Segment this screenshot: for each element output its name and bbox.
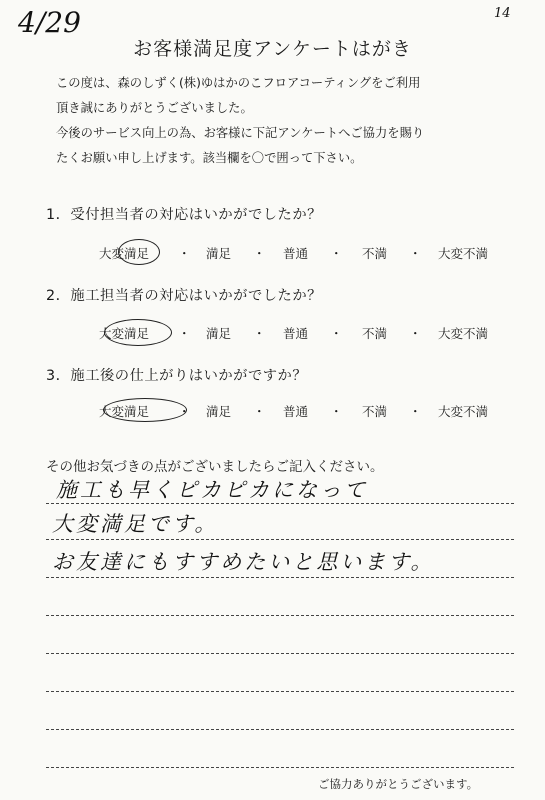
- option-dissatisfied[interactable]: 不満: [362, 404, 388, 419]
- comment-line-3: お友達にもすすめたいと思います。: [52, 550, 435, 574]
- option-very-satisfied[interactable]: 大変満足: [99, 246, 150, 261]
- separator: ・: [409, 246, 422, 261]
- rating-row-2: [0, 324, 545, 346]
- corner-mark: 14: [494, 6, 511, 21]
- separator: ・: [253, 246, 266, 261]
- comments-prompt: その他お気づきの点がございましたらご記入ください。: [46, 459, 384, 475]
- separator: ・: [253, 404, 266, 419]
- option-normal[interactable]: 普通: [283, 246, 309, 261]
- separator: ・: [330, 246, 343, 261]
- footer-thanks: ご協力ありがとうございます。: [318, 777, 479, 791]
- option-very-dissatisfied[interactable]: 大変不満: [438, 404, 489, 419]
- writing-line: [46, 577, 514, 578]
- intro-line-2: 頂き誠にありがとうございました。: [56, 101, 253, 115]
- selection-circle: [104, 319, 172, 346]
- separator: ・: [178, 326, 191, 341]
- selection-circle: [118, 239, 160, 265]
- separator: ・: [409, 404, 422, 419]
- writing-line: [46, 653, 514, 654]
- option-normal[interactable]: 普通: [283, 326, 309, 341]
- separator: ・: [409, 326, 422, 341]
- question-2: 2．施工担当者の対応はいかがでしたか？: [46, 288, 322, 304]
- option-normal[interactable]: 普通: [283, 404, 309, 419]
- writing-line: [46, 615, 514, 616]
- comment-line-2: 大変満足です。: [52, 512, 219, 536]
- separator: ・: [253, 326, 266, 341]
- option-very-satisfied[interactable]: 大変満足: [99, 326, 150, 341]
- writing-line: [46, 729, 514, 730]
- separator: ・: [178, 246, 191, 261]
- comment-line-1: 施工も早くピカピカになって: [56, 478, 368, 502]
- separator: ・: [330, 404, 343, 419]
- option-very-dissatisfied[interactable]: 大変不満: [438, 246, 489, 261]
- option-satisfied[interactable]: 満足: [206, 404, 232, 419]
- option-satisfied[interactable]: 満足: [206, 326, 232, 341]
- question-1: 1．受付担当者の対応はいかがでしたか？: [46, 207, 322, 223]
- rating-row-3: [0, 402, 545, 424]
- option-very-satisfied[interactable]: 大変満足: [99, 404, 150, 419]
- option-dissatisfied[interactable]: 不満: [362, 246, 388, 261]
- question-3: 3．施工後の仕上がりはいかがですか？: [46, 368, 308, 384]
- intro-line-4: たくお願い申し上げます。該当欄を〇で囲って下さい。: [56, 151, 363, 165]
- selection-circle: [103, 398, 187, 422]
- intro-line-3: 今後のサービス向上の為、お客様に下記アンケートへご協力を賜り: [56, 126, 425, 140]
- writing-line: [46, 691, 514, 692]
- writing-line: [46, 767, 514, 768]
- writing-line: [46, 503, 514, 504]
- intro-line-1: この度は、森のしずく(株)ゆはかのこフロアコーティングをご利用: [56, 76, 421, 90]
- page-title: お客様満足度アンケートはがき: [133, 38, 412, 60]
- option-dissatisfied[interactable]: 不満: [362, 326, 388, 341]
- rating-row-1: [0, 244, 545, 266]
- option-satisfied[interactable]: 満足: [206, 246, 232, 261]
- separator: ・: [330, 326, 343, 341]
- option-very-dissatisfied[interactable]: 大変不満: [438, 326, 489, 341]
- separator: ・: [178, 404, 191, 419]
- handwritten-date: 4/29: [18, 6, 81, 39]
- writing-line: [46, 539, 514, 540]
